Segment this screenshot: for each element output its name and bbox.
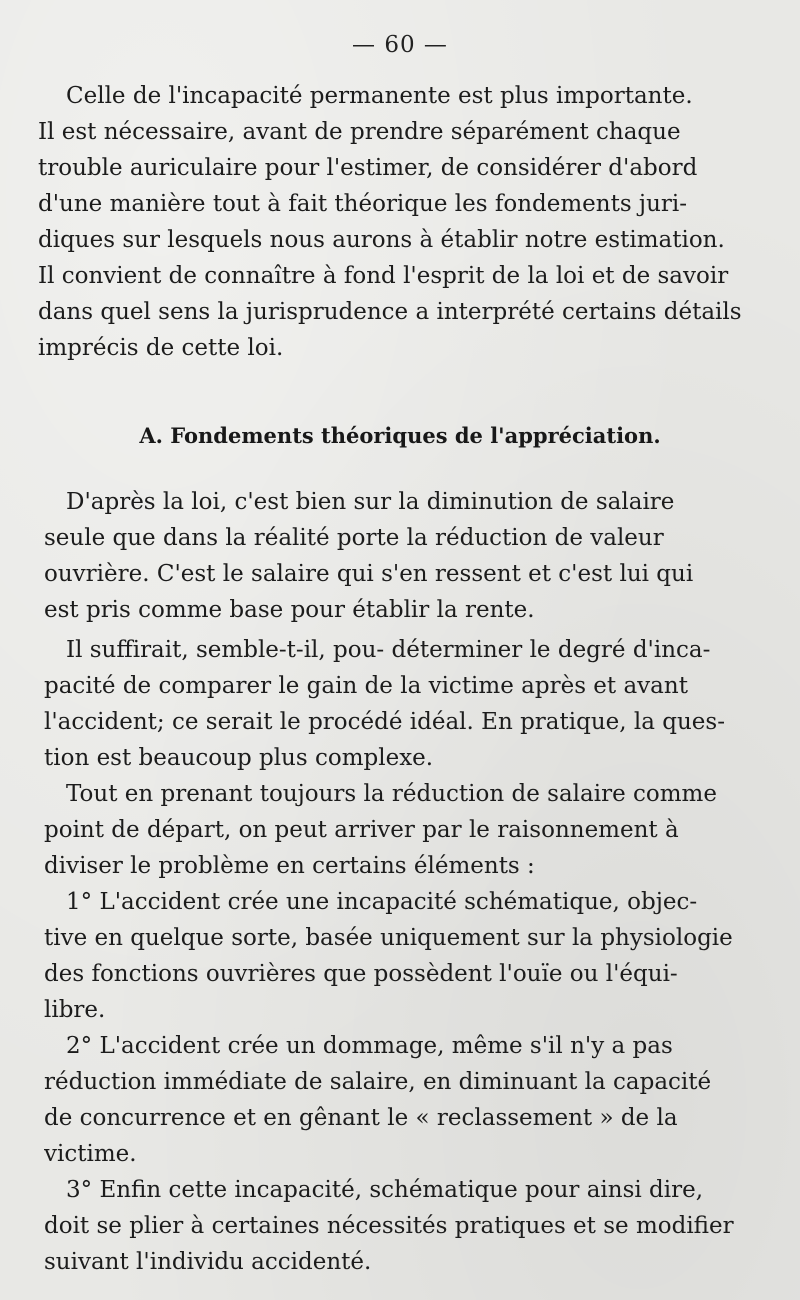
- text-line: 1° L'accident crée une incapacité schématique, objec-: [66, 889, 698, 915]
- text-line: l'accident; ce serait le procédé idéal. En pratique, la ques-: [44, 709, 725, 735]
- text-line: doit se plier à certaines nécessités pratiques et se modifier: [44, 1213, 734, 1239]
- text-line: Celle de l'incapacité permanente est plus importante.: [66, 83, 693, 109]
- text-line: Il suffirait, semble-t-il, pou- déterminer le degré d'inca-: [66, 637, 711, 663]
- text-line: suivant l'individu accidenté.: [44, 1249, 372, 1275]
- text-line: ouvrière. C'est le salaire qui s'en ressent et c'est lui qui: [44, 561, 694, 587]
- page-number: — 60 —: [352, 32, 448, 58]
- text-line: trouble auriculaire pour l'estimer, de considérer d'abord: [38, 155, 698, 181]
- text-line: seule que dans la réalité porte la réduction de valeur: [44, 525, 664, 551]
- text-line: Il convient de connaître à fond l'esprit de la loi et de savoir: [38, 263, 729, 289]
- text-line: victime.: [44, 1141, 137, 1167]
- text-line: réduction immédiate de salaire, en diminuant la capacité: [44, 1069, 712, 1095]
- text-line: des fonctions ouvrières que possèdent l'ouïe ou l'équi-: [44, 961, 678, 987]
- text-line: imprécis de cette loi.: [38, 335, 284, 361]
- text-line: tion est beaucoup plus complexe.: [44, 745, 434, 771]
- text-line: d'une manière tout à fait théorique les fondements juri-: [38, 191, 687, 217]
- text-line: libre.: [44, 997, 106, 1023]
- text-line: pacité de comparer le gain de la victime après et avant: [44, 673, 688, 699]
- section-heading: A. Fondements théoriques de l'appréciation.: [139, 423, 661, 448]
- text-line: diques sur lesquels nous aurons à établir notre estimation.: [38, 227, 725, 253]
- text-line: est pris comme base pour établir la rente.: [44, 597, 535, 623]
- text-line: point de départ, on peut arriver par le raisonnement à: [44, 817, 679, 843]
- text-line: Il est nécessaire, avant de prendre séparément chaque: [38, 119, 681, 145]
- text-line: D'après la loi, c'est bien sur la diminution de salaire: [66, 489, 675, 515]
- text-line: de concurrence et en gênant le « reclassement » de la: [44, 1105, 678, 1131]
- text-line: tive en quelque sorte, basée uniquement sur la physiologie: [44, 925, 733, 951]
- text-line: dans quel sens la jurisprudence a interprété certains détails: [38, 299, 742, 325]
- text-line: 3° Enfin cette incapacité, schématique pour ainsi dire,: [66, 1177, 704, 1203]
- text-line: diviser le problème en certains éléments :: [44, 853, 535, 879]
- text-line: 2° L'accident crée un dommage, même s'il n'y a pas: [66, 1033, 673, 1059]
- text-line: Tout en prenant toujours la réduction de salaire comme: [66, 781, 717, 807]
